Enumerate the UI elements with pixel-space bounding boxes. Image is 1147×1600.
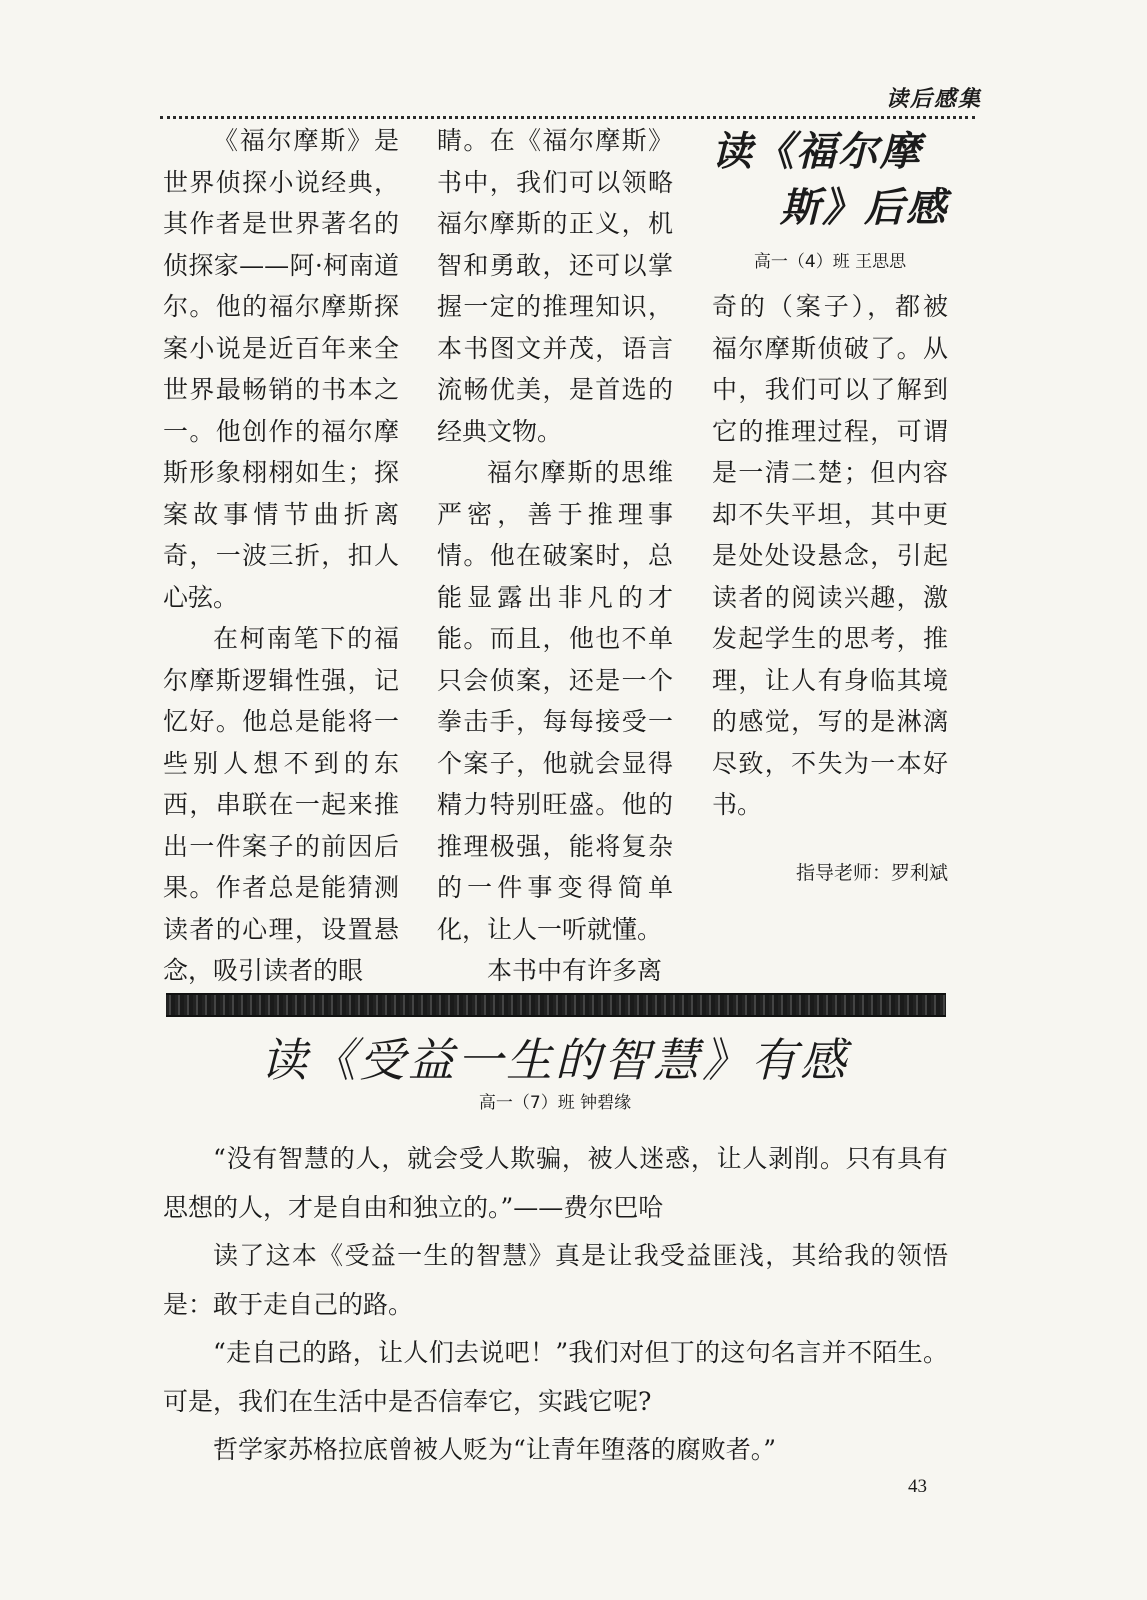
article1-paragraph-continued: 睛。在《福尔摩斯》书中，我们可以领略福尔摩斯的正义，机智和勇敢，还可以掌握一定的推理知识，本书图文并茂，语言流畅优美，是首选的经典文物。 [437,126,673,446]
article1-column-3 [712,124,948,888]
article2-paragraph: 哲学家苏格拉底曾被人贬为“让青年堕落的腐败者。” [213,1435,777,1464]
article2-paragraph: “没有智慧的人，就会受人欺骗，被人迷惑，让人剥削。只有具有思想的人，才是自由和独立的。”——费尔巴哈 [163,1144,948,1222]
article2-title: 读《受益一生的智慧》有感 [261,1033,849,1087]
article1-paragraph: 在柯南笔下的福尔摩斯逻辑性强，记忆好。他总是能将一些别人想不到的东西，串联在一起来推出一件案子的前因后果。作者总是能猜测读者的心理，设置悬念，吸引读者的眼 [163,624,399,985]
article1-column-2 [437,120,673,992]
section-divider-band [166,993,946,1017]
running-head: 读后感集 [885,87,982,112]
article1-teacher-credit: 指导老师：罗利斌 [795,861,948,884]
article1-title [712,124,948,236]
article2-paragraph: 读了这本《受益一生的智慧》真是让我受益匪浅，其给我的领悟是：敢于走自己的路。 [163,1241,948,1319]
article1-title-line2: 斯》后感 [780,185,948,231]
article2-body [163,1135,948,1475]
article1-paragraph: 《福尔摩斯》是世界侦探小说经典，其作者是世界著名的侦探家——阿·柯南道尔。他的福尔摩斯探案小说是近百年来全世界最畅销的书本之一。他创作的福尔摩斯形象栩栩如生；探案故事情节曲折离奇，一波三折，扣人心弦。 [163,126,399,612]
article1-paragraph-continued: 奇的（案子），都被福尔摩斯侦破了。从中，我们可以了解到它的推理过程，可谓是一清二楚；但内容却不失平坦，其中更是处处设悬念，引起读者的阅读兴趣，激发起学生的思考，推理，让人有身临其境的感觉，写的是淋漓尽致，不失为一本好书。 [712,292,948,819]
page-number: 43 [908,1476,927,1497]
article1-column-1 [163,120,399,992]
article1-title-line1: 读《福尔摩 [712,129,922,175]
article2-byline: 高一（7）班 钟碧缘 [478,1093,632,1113]
header-rule [160,116,975,119]
article1-paragraph: 本书中有许多离 [487,956,663,985]
article1-byline: 高一（4）班 王思思 [753,252,907,272]
article1-paragraph: 福尔摩斯的思维严密，善于推理事情。他在破案时，总能显露出非凡的才能。而且，他也不单只会侦案，还是一个拳击手，每每接受一个案子，他就会显得精力特别旺盛。他的推理极强，能将复杂的一件事变得简单化，让人一听就懂。 [437,458,673,944]
article2-paragraph: “走自己的路，让人们去说吧！”我们对但丁的这句名言并不陌生。可是，我们在生活中是否信奉它，实践它呢? [163,1338,948,1416]
